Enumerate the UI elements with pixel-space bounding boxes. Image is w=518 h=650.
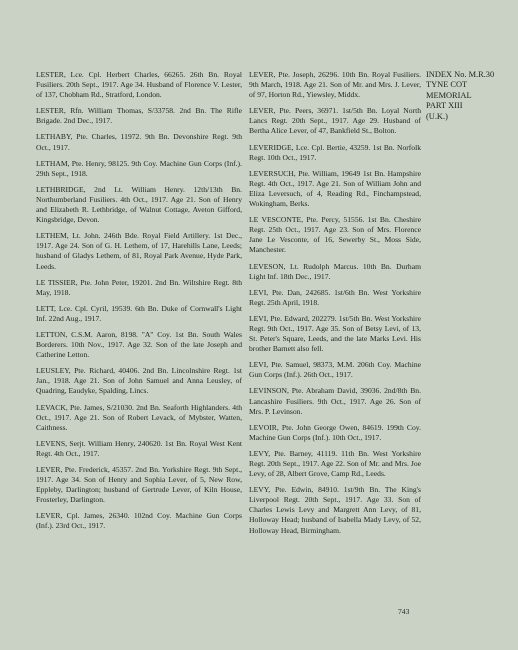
register-entry bbox=[36, 278, 242, 298]
right-column bbox=[249, 70, 421, 542]
entry-text: LEVENS, Serjt. William Henry, 240620. 1st Bn. Royal West Kent Regt. 4th Oct., 1917. bbox=[36, 438, 242, 458]
page-number: 743 bbox=[398, 607, 410, 616]
register-entry bbox=[36, 132, 242, 152]
register-entry bbox=[249, 485, 421, 535]
entry-text: LEVACK, Pte. James, S/21030. 2nd Bn. Seaforth Highlanders. 4th Oct., 1917. Age 21. Son of Robert Levack, of Mybster, Watten, Caithness. bbox=[36, 402, 242, 432]
entry-text: LETHABY, Pte. Charles, 11972. 9th Bn. Devonshire Regt. 9th Oct., 1917. bbox=[36, 132, 242, 152]
register-entry bbox=[249, 70, 421, 100]
register-entry bbox=[249, 106, 421, 136]
register-entry bbox=[36, 366, 242, 396]
entry-text: LESTER, Lce. Cpl. Herbert Charles, 66265. 26th Bn. Royal Fusiliers. 20th Sept., 1917. Age 34. Husband of Florence V. Lester, of 137, Chobham Rd., Stratford, London. bbox=[36, 70, 242, 100]
entry-text: LEVERIDGE, Lce. Cpl. Bertie, 43259. 1st Bn. Norfolk Regt. 10th Oct., 1917. bbox=[249, 142, 421, 162]
index-reference-line: MEMORIAL bbox=[426, 90, 472, 100]
entry-text: LESTER, Rfn. William Thomas, S/33758. 2nd Bn. The Rifle Brigade. 2nd Dec., 1917. bbox=[36, 106, 242, 126]
entry-text: LEVY, Pte. Edwin, 84910. 1st/9th Bn. The King's Liverpool Regt. 20th Sept., 1917. Age 33. Son of Charles Lewis Levy and Margrett Ann Levy, of 81, Holloway Head; husband of Isabella Mady Levy, of 52, Holloway Head, Birmingham. bbox=[249, 485, 421, 535]
index-reference-line: TYNE COT bbox=[426, 80, 468, 90]
register-entry bbox=[249, 262, 421, 282]
entry-text: LEVI, Pte. Dan, 242685. 1st/6th Bn. West Yorkshire Regt. 25th April, 1918. bbox=[249, 287, 421, 307]
entry-text: LE TISSIER, Pte. John Peter, 19201. 2nd Bn. Wiltshire Regt. 8th May, 1918. bbox=[36, 277, 242, 297]
entry-text: LEVI, Pte. Samuel, 98373, M.M. 206th Coy. Machine Gun Corps (Inf.). 26th Oct., 1917. bbox=[249, 360, 421, 380]
entry-text: LEVESON, Lt. Rudolph Marcus. 10th Bn. Durham Light Inf. 18th Dec., 1917. bbox=[249, 261, 421, 281]
entry-text: LETT, Lce. Cpl. Cyril, 19539. 6th Bn. Duke of Cornwall's Light Inf. 22nd Aug., 1917. bbox=[36, 303, 242, 323]
register-entry bbox=[36, 304, 242, 324]
register-entry bbox=[249, 215, 421, 255]
register-entry bbox=[249, 143, 421, 163]
register-entry bbox=[36, 511, 242, 531]
entry-text: LEVOIR, Pte. John George Owen, 84619. 199th Coy. Machine Gun Corps (Inf.). 10th Oct., 1917. bbox=[249, 422, 421, 442]
register-entry bbox=[36, 185, 242, 225]
entry-text: LETTON, C.S.M. Aaron, 8198. "A" Coy. 1st Bn. South Wales Borderers. 10th Nov., 1917. Age 32. Son of the late Joseph and Catherine Letton. bbox=[36, 329, 242, 360]
register-entry bbox=[249, 449, 421, 479]
entry-text: LEVINSON, Pte. Abraham David, 39036. 2nd/8th Bn. Lancashire Fusiliers. 9th Oct., 1917. Age 26. Son of Mrs. P. Levinson. bbox=[249, 386, 421, 416]
register-entry bbox=[249, 314, 421, 354]
entry-text: LEVER, Pte. Frederick, 45357. 2nd Bn. Yorkshire Regt. 9th Sept., 1917. Age 34. Son of Henry and Sophia Lever, of 5, New Row, Eppleby, Darlington; husband of Gertrude Lever, of Kiln House, Frosterley, Darlington. bbox=[36, 465, 242, 505]
entry-text: LEVY, Pte. Barney, 41119. 11th Bn. West Yorkshire Regt. 20th Sept., 1917. Age 22. Son of Mr. and Mrs. Joe Levy, of 28, Albert Grove, Camp Rd., Leeds. bbox=[249, 448, 421, 479]
entry-text: LEVER, Pte. Peers, 36971. 1st/5th Bn. Loyal North Lancs Regt. 20th Sept., 1917. Age 29. Husband of Bertha Alice Lever, of 47, Bankfield St., Bolton. bbox=[249, 106, 421, 136]
index-reference-line: (U.K.) bbox=[426, 111, 448, 121]
register-entry bbox=[36, 159, 242, 179]
register-entry bbox=[36, 465, 242, 505]
entry-text: LEVER, Cpl. James, 26340. 102nd Coy. Machine Gun Corps (Inf.). 23rd Oct., 1917. bbox=[36, 511, 242, 531]
register-entry bbox=[249, 386, 421, 416]
register-entry bbox=[36, 70, 242, 100]
entry-text: LE VESCONTE, Pte. Percy, 51556. 1st Bn. Cheshire Regt. 25th Oct., 1917. Age 23. Son of Mrs. Florence Jane Le Vesconte, of 16, Sewerby St., Moss Side, Manchester. bbox=[249, 215, 421, 255]
register-entry bbox=[249, 288, 421, 308]
index-reference-line: PART XIII bbox=[426, 101, 463, 111]
left-column bbox=[36, 70, 242, 538]
register-entry bbox=[249, 360, 421, 380]
index-reference-line: INDEX No. M.R.30 bbox=[426, 70, 495, 79]
register-entry bbox=[249, 169, 421, 209]
entry-text: LEVER, Pte. Joseph, 26296. 10th Bn. Royal Fusiliers. 9th March, 1918. Age 21. Son of Mr. and Mrs. J. Lever, of 97, Horton Rd., Yiewsley, Middx. bbox=[249, 70, 421, 100]
register-entry bbox=[36, 106, 242, 126]
register-entry bbox=[249, 423, 421, 443]
entry-text: LETHEM, Lt. John. 246th Bde. Royal Field Artillery. 1st Dec., 1917. Age 24. Son of G. H. Lethem, of 17, Harehills Lane, Leeds; husband of Gladys Lethem, of 81, Royal Park Avenue, Hyde Park, Leeds. bbox=[36, 231, 242, 271]
entry-text: LEUSLEY, Pte. Richard, 40406. 2nd Bn. Lincolnshire Regt. 1st Jan., 1918. Age 21. Son of John Samuel and Anna Leusley, of Quadring, Eaudyke, Spalding, Lincs. bbox=[36, 366, 242, 396]
register-entry bbox=[36, 403, 242, 433]
entry-text: LETHBRIDGE, 2nd Lt. William Henry. 12th/13th Bn. Northumberland Fusiliers. 4th Oct., 1917. Age 21. Son of Henry and Elizabeth R. Lethbridge, of Walnut Cottage, Aveton Gifford, Kingsbridge, Devon. bbox=[36, 184, 242, 225]
register-entry bbox=[36, 439, 242, 459]
index-reference bbox=[426, 70, 516, 122]
entry-text: LEVI, Pte. Edward, 202279. 1st/5th Bn. West Yorkshire Regt. 9th Oct., 1917. Age 35. Son of Betsy Levi, of 13, St. Peter's Square, Leeds, and the late Marks Levi. His brother Barnett also fell. bbox=[249, 313, 421, 354]
entry-text: LEVERSUCH, Pte. William, 19649 1st Bn. Hampshire Regt. 4th Oct., 1917. Age 21. Son of William John and Eliza Leversuch, of 4, Reading Rd., Finchampstead, Wokingham, Berks. bbox=[249, 168, 421, 209]
register-entry bbox=[36, 231, 242, 271]
register-entry bbox=[36, 330, 242, 360]
entry-text: LETHAM, Pte. Henry, 98125. 9th Coy. Machine Gun Corps (Inf.). 29th Sept., 1918. bbox=[36, 158, 242, 178]
